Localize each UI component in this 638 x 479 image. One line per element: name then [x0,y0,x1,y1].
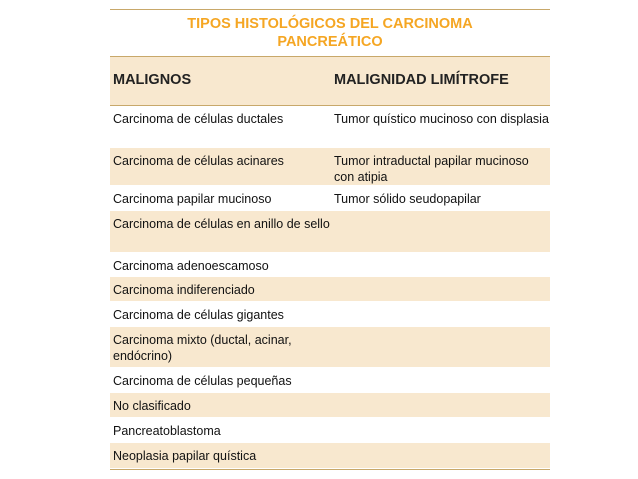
cell-malignos: Carcinoma de células acinares [113,154,284,168]
header-malignos: MALIGNOS [113,72,192,88]
cell-limitrofe [332,368,550,392]
cell-malignos: Carcinoma de células en anillo de sello [113,217,330,231]
table-row [110,106,550,148]
cell-limitrofe [332,443,550,468]
cell-limitrofe [332,277,550,301]
title-line-1: TIPOS HISTOLÓGICOS DEL CARCINOMA [187,16,473,32]
table-row [110,253,550,277]
title-line-2: PANCREÁTICO [277,34,383,50]
cell-malignos: Neoplasia papilar quística [113,449,257,463]
table-row [110,418,550,443]
cell-malignos: Carcinoma mixto (ductal, acinar, endócrino) [113,333,292,363]
table-row [110,186,550,211]
cell-limitrofe [332,211,550,252]
cell-malignos: Carcinoma papilar mucinoso [113,192,272,206]
histology-table [110,9,550,470]
cell-limitrofe [332,327,550,367]
cell-limitrofe [332,393,550,417]
table-bottom-rule [110,469,550,470]
table-title [110,9,550,57]
table-row [110,393,550,418]
header-row [110,57,550,106]
table-row [110,368,550,393]
table-row [110,148,550,186]
header-malignidad-limitrofe: MALIGNIDAD LIMÍTROFE [334,72,509,88]
cell-malignos: Carcinoma indiferenciado [113,283,255,297]
cell-limitrofe [332,253,550,276]
table-row [110,302,550,327]
table-row [110,211,550,253]
cell-limitrofe [332,302,550,326]
cell-malignos: Carcinoma de células pequeñas [113,374,292,388]
table-row [110,327,550,368]
table-row [110,443,550,469]
cell-limitrofe: Tumor quístico mucinoso con displasia [334,112,549,126]
cell-malignos: Carcinoma de células gigantes [113,308,284,322]
cell-malignos: Carcinoma adenoescamoso [113,259,269,273]
cell-malignos: No clasificado [113,399,191,413]
cell-malignos: Carcinoma de células ductales [113,112,284,126]
cell-limitrofe: Tumor intraductal papilar mucinoso con atipia [334,154,529,184]
cell-limitrofe [332,418,550,442]
cell-limitrofe: Tumor sólido seudopapilar [334,192,481,206]
table-row [110,277,550,302]
cell-malignos: Pancreatoblastoma [113,424,221,438]
